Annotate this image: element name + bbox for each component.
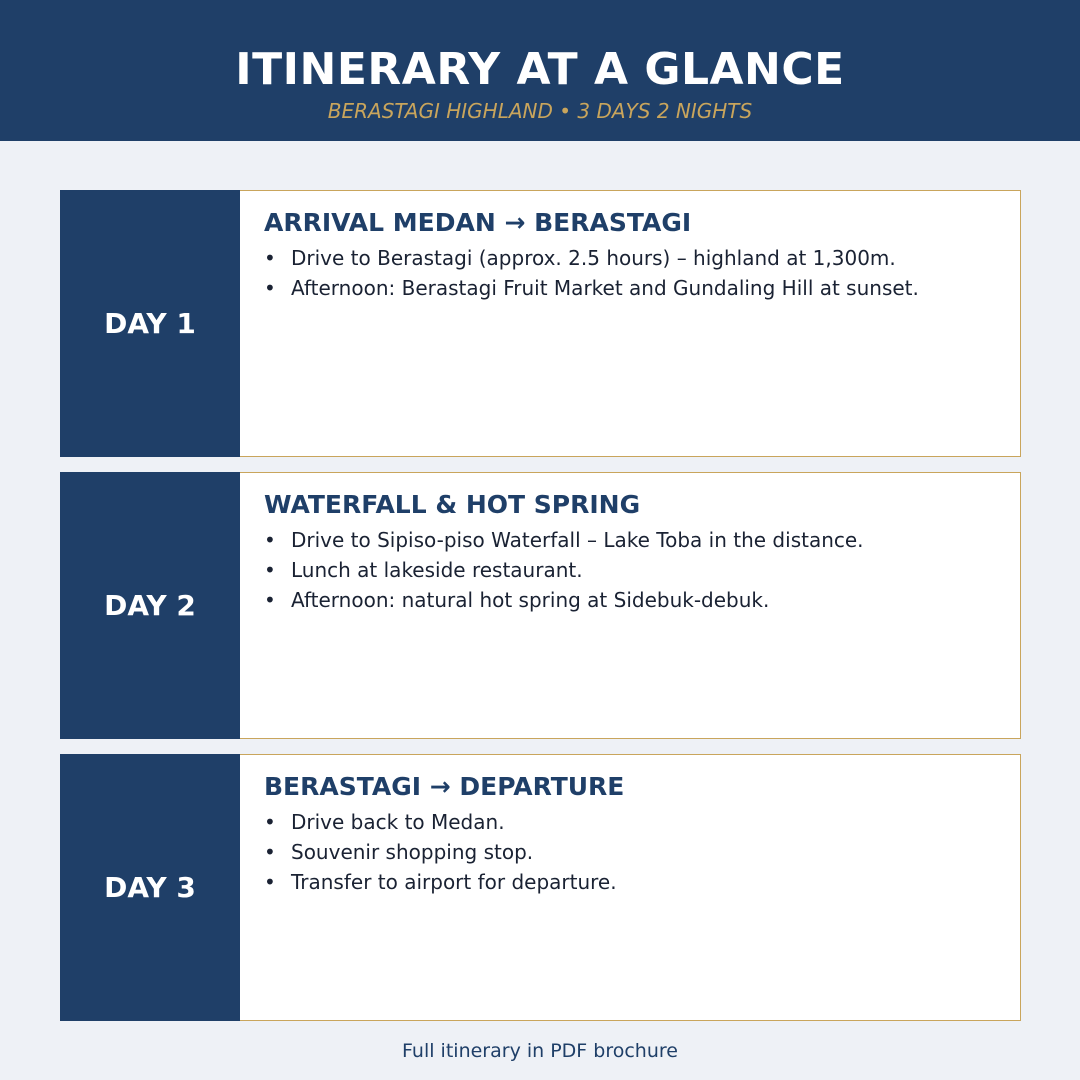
day-item-list <box>264 807 996 897</box>
header-banner <box>0 0 1080 141</box>
day-content <box>240 472 1021 739</box>
bullet-icon: • <box>264 558 276 582</box>
list-item <box>264 837 996 867</box>
bullet-icon: • <box>264 528 276 552</box>
day-title: BERASTAGI → DEPARTURE <box>264 772 625 801</box>
list-item <box>264 585 996 615</box>
day-title: WATERFALL & HOT SPRING <box>264 490 641 519</box>
list-item-text: Lunch at lakeside restaurant. <box>291 558 583 582</box>
day-label: DAY 2 <box>104 589 196 622</box>
day-label: DAY 1 <box>104 307 196 340</box>
list-item <box>264 273 996 303</box>
list-item-text: Souvenir shopping stop. <box>291 840 534 864</box>
page-title: ITINERARY AT A GLANCE <box>235 44 845 95</box>
list-item <box>264 555 996 585</box>
day-content <box>240 754 1021 1021</box>
page-subtitle: BERASTAGI HIGHLAND • 3 DAYS 2 NIGHTS <box>327 99 753 123</box>
list-item-text: Transfer to airport for departure. <box>291 870 617 894</box>
list-item <box>264 867 996 897</box>
day-item-list <box>264 243 996 303</box>
bullet-icon: • <box>264 588 276 612</box>
footer-note: Full itinerary in PDF brochure <box>402 1040 678 1062</box>
list-item-text: Drive back to Medan. <box>291 810 505 834</box>
day-label-box <box>60 190 240 457</box>
day-card-2 <box>60 472 1021 739</box>
list-item <box>264 525 996 555</box>
bullet-icon: • <box>264 840 276 864</box>
day-label: DAY 3 <box>104 871 196 904</box>
list-item <box>264 807 996 837</box>
list-item-text: Drive to Sipiso-piso Waterfall – Lake Toba in the distance. <box>291 528 864 552</box>
list-item-text: Afternoon: Berastagi Fruit Market and Gundaling Hill at sunset. <box>291 276 919 300</box>
bullet-icon: • <box>264 810 276 834</box>
day-card-3 <box>60 754 1021 1021</box>
day-label-box <box>60 472 240 739</box>
bullet-icon: • <box>264 870 276 894</box>
day-label-box <box>60 754 240 1021</box>
list-item-text: Drive to Berastagi (approx. 2.5 hours) – highland at 1,300m. <box>291 246 896 270</box>
list-item <box>264 243 996 273</box>
bullet-icon: • <box>264 246 276 270</box>
day-card-1 <box>60 190 1021 457</box>
day-content <box>240 190 1021 457</box>
bullet-icon: • <box>264 276 276 300</box>
day-item-list <box>264 525 996 615</box>
list-item-text: Afternoon: natural hot spring at Sidebuk-debuk. <box>291 588 770 612</box>
day-title: ARRIVAL MEDAN → BERASTAGI <box>264 208 692 237</box>
